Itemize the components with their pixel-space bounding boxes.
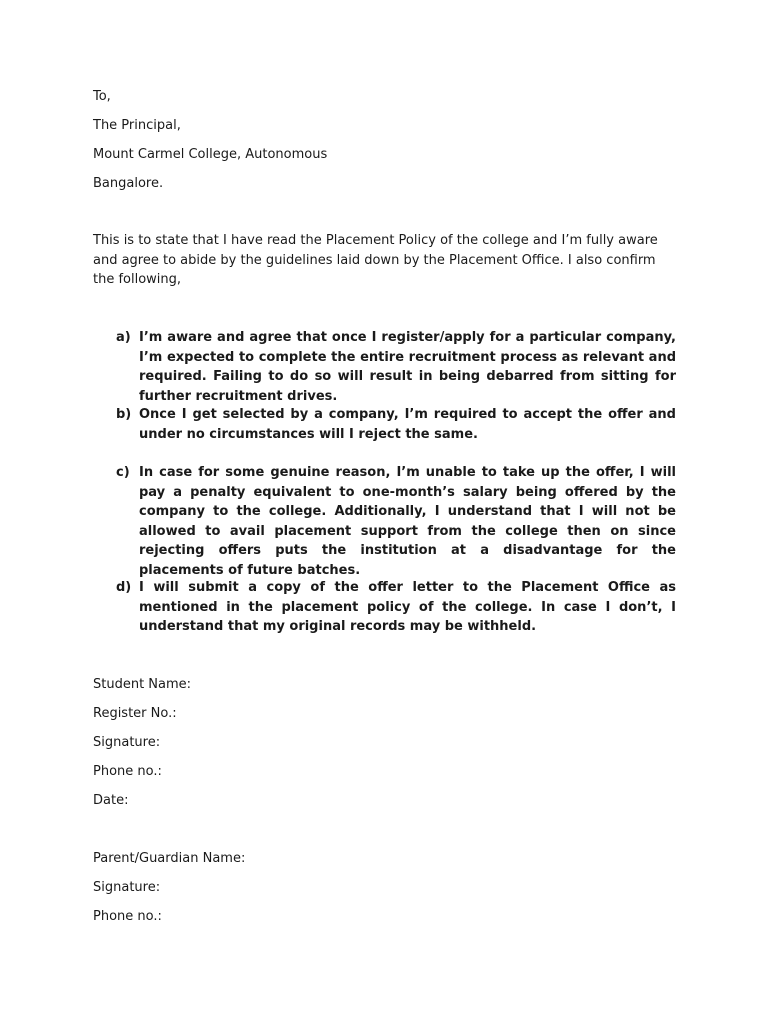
student-phone-label: Phone no.: — [93, 764, 162, 779]
city: Bangalore. — [93, 176, 164, 191]
list-marker: c) — [116, 465, 130, 480]
guardian-phone-label: Phone no.: — [93, 909, 162, 924]
list-item — [116, 328, 676, 406]
list-marker: b) — [116, 407, 132, 422]
list-item-text: In case for some genuine reason, I’m unable to take up the offer, I will pay a penalty equivalent to one-month’s salary being offered by the company to the college. Additionally, I understand that I will not be allowed to avail placement support from the college then on since rejecting offers puts the institution at a disadvantage for the placements of future batches. — [139, 465, 676, 578]
guardian-name-label: Parent/Guardian Name: — [93, 851, 246, 866]
date-label: Date: — [93, 793, 129, 808]
list-item-text: Once I get selected by a company, I’m required to accept the offer and under no circumstances will I reject the same. — [139, 407, 676, 442]
salutation: To, — [93, 89, 111, 104]
list-marker: d) — [116, 580, 132, 595]
institution: Mount Carmel College, Autonomous — [93, 147, 328, 162]
register-no-label: Register No.: — [93, 706, 177, 721]
list-item — [116, 463, 676, 580]
student-signature-label: Signature: — [93, 735, 161, 750]
list-item — [116, 405, 676, 444]
guardian-signature-label: Signature: — [93, 880, 161, 895]
list-item — [116, 578, 676, 637]
list-item-text: I’m aware and agree that once I register/apply for a particular company, I’m expected to complete the entire recruitment process as relevant and required. Failing to do so will result in being debarred from sitting for further recruitment drives. — [139, 330, 676, 404]
list-item-text: I will submit a copy of the offer letter to the Placement Office as mentioned in the placement policy of the college. In case I don’t, I understand that my original records may be withheld. — [139, 580, 676, 634]
recipient: The Principal, — [93, 118, 181, 133]
list-marker: a) — [116, 330, 131, 345]
student-name-label: Student Name: — [93, 677, 192, 692]
intro-paragraph: This is to state that I have read the Placement Policy of the college and I’m fully aware and agree to abide by the guidelines laid down by the Placement Office. I also confirm the following, — [93, 233, 658, 287]
